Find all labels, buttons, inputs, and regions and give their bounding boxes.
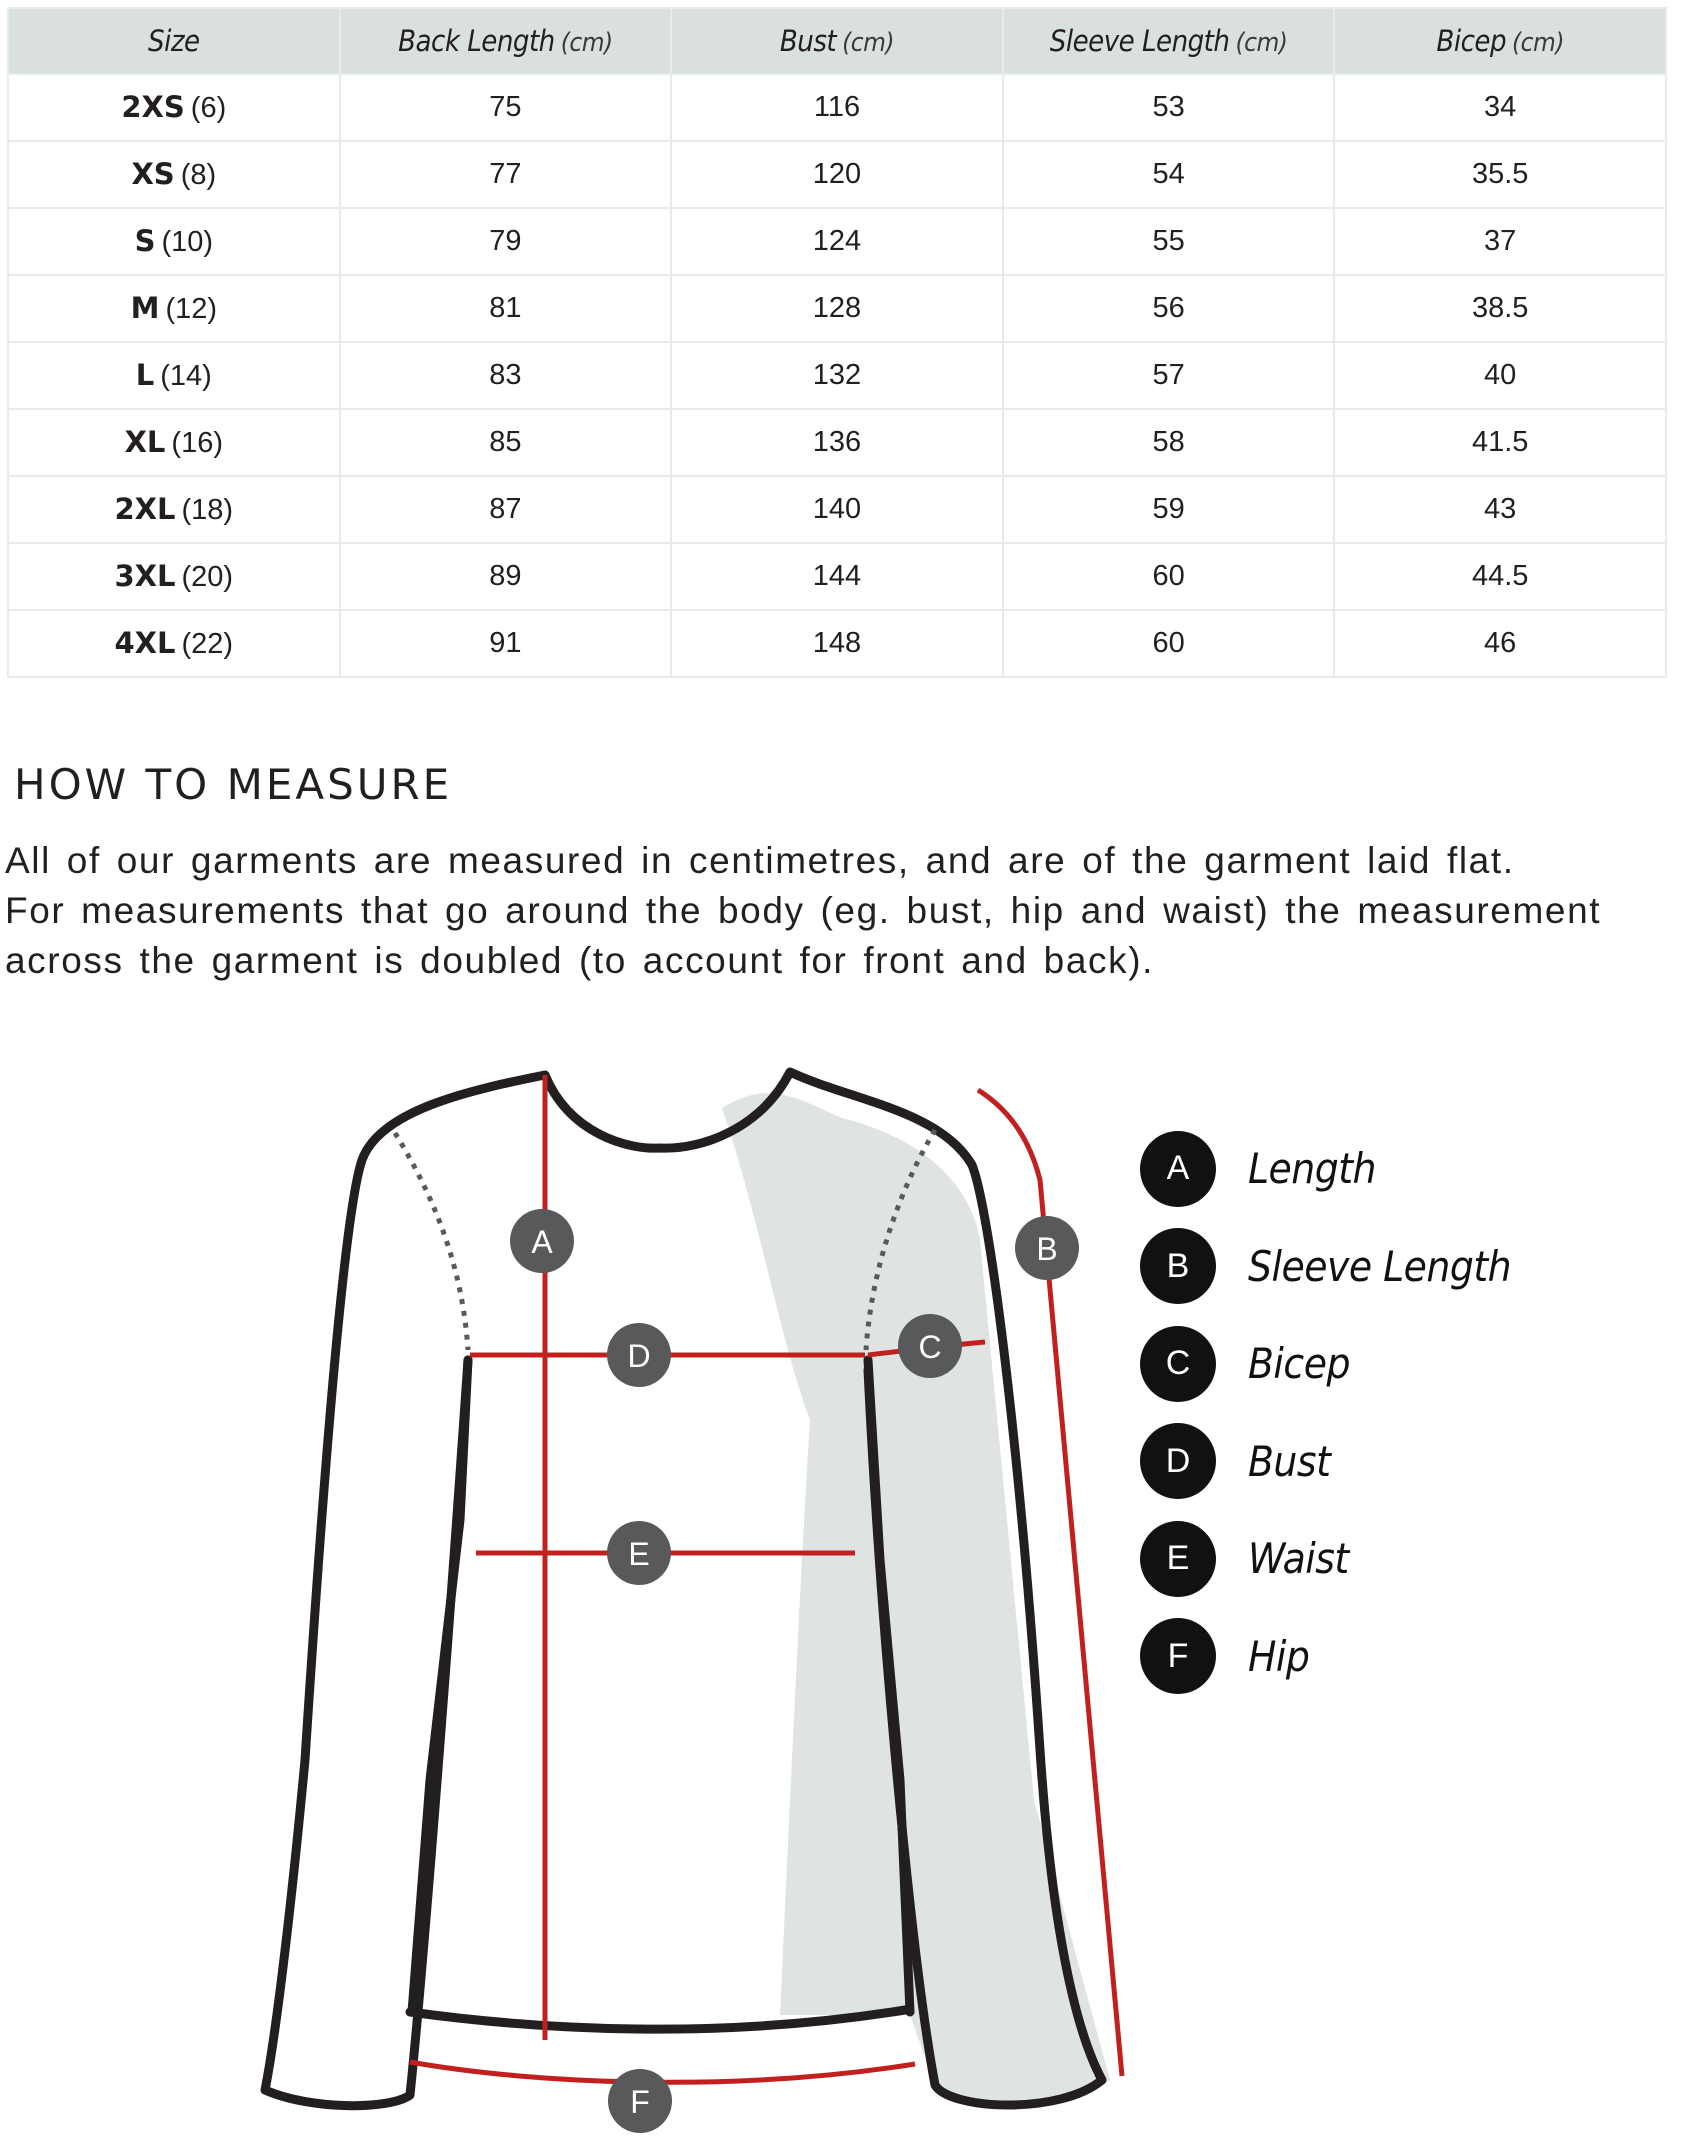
size-number: (6) (190, 92, 227, 124)
size-cell (8, 543, 340, 610)
table-row (8, 543, 1666, 610)
bicep-cell: 44.5 (1334, 543, 1666, 610)
size-cell (8, 74, 340, 141)
bust-cell: 132 (671, 342, 1003, 409)
legend-label: Hip (1248, 1631, 1310, 1681)
legend-badge: E (1140, 1521, 1216, 1597)
column-header-unit: (cm) (1235, 28, 1288, 58)
bust-cell: 128 (671, 275, 1003, 342)
column-header (340, 8, 672, 74)
sleeve-length-cell: 60 (1003, 610, 1335, 677)
legend-badge: A (1140, 1131, 1216, 1207)
bust-cell: 116 (671, 74, 1003, 141)
bust-cell: 148 (671, 610, 1003, 677)
size-code: 4XL (114, 626, 176, 660)
instruction-line: All of our garments are measured in centimetres, and are of the garment laid flat. (5, 840, 1515, 881)
marker-b (1015, 1216, 1079, 1280)
table-row (8, 409, 1666, 476)
bicep-cell: 38.5 (1334, 275, 1666, 342)
bicep-cell: 34 (1334, 74, 1666, 141)
measure-instructions (5, 836, 1683, 986)
header-row (8, 8, 1666, 74)
legend-item (1140, 1218, 1660, 1316)
column-header-unit: (cm) (842, 28, 895, 58)
sleeve-length-cell: 60 (1003, 543, 1335, 610)
size-number: (22) (181, 628, 234, 660)
size-cell (8, 275, 340, 342)
column-header-label: Size (148, 24, 200, 58)
legend-label: Bust (1248, 1436, 1331, 1486)
back-length-cell: 87 (340, 476, 672, 543)
size-number: (8) (180, 159, 217, 191)
column-header-label: Bicep (1436, 24, 1507, 58)
column-header-label: Sleeve Length (1049, 24, 1230, 58)
size-cell (8, 342, 340, 409)
sleeve-length-cell: 56 (1003, 275, 1335, 342)
back-length-cell: 85 (340, 409, 672, 476)
size-code: XL (124, 425, 166, 459)
size-cell (8, 610, 340, 677)
back-length-cell: 81 (340, 275, 672, 342)
svg-text:B: B (1036, 1231, 1058, 1267)
size-number: (16) (171, 427, 223, 459)
garment-outline (412, 1360, 468, 2012)
size-code: XS (131, 157, 175, 191)
shoulder-seam (395, 1133, 468, 1350)
sleeve-length-cell: 54 (1003, 141, 1335, 208)
svg-text:C: C (918, 1329, 942, 1365)
sleeve-length-cell: 55 (1003, 208, 1335, 275)
marker-f (608, 2069, 672, 2133)
svg-text:E: E (628, 1536, 650, 1572)
svg-text:D: D (627, 1338, 651, 1374)
column-header-label: Bust (779, 24, 837, 58)
bust-cell: 140 (671, 476, 1003, 543)
marker-e (607, 1521, 671, 1585)
section-title: HOW TO MEASURE (14, 760, 453, 809)
legend-label: Bicep (1248, 1339, 1350, 1389)
table-row (8, 275, 1666, 342)
bicep-cell: 35.5 (1334, 141, 1666, 208)
size-cell (8, 208, 340, 275)
column-header (8, 8, 340, 74)
column-header-label: Back Length (398, 24, 555, 58)
size-number: (20) (181, 561, 234, 593)
marker-d (607, 1323, 671, 1387)
size-chart-table (7, 7, 1667, 678)
back-length-cell: 79 (340, 208, 672, 275)
size-code: L (135, 358, 155, 392)
column-header (1003, 8, 1335, 74)
size-code: 2XL (114, 492, 176, 526)
table-row (8, 476, 1666, 543)
back-length-cell: 75 (340, 74, 672, 141)
sleeve-length-cell: 57 (1003, 342, 1335, 409)
legend-label: Length (1248, 1144, 1377, 1194)
svg-text:A: A (531, 1224, 553, 1260)
bust-cell: 144 (671, 543, 1003, 610)
svg-text:F: F (630, 2084, 650, 2120)
back-length-cell: 89 (340, 543, 672, 610)
legend-item (1140, 1120, 1660, 1218)
table-row (8, 74, 1666, 141)
legend-item (1140, 1608, 1660, 1706)
measurement-legend (1140, 1120, 1660, 1705)
back-length-cell: 83 (340, 342, 672, 409)
sleeve-length-cell: 58 (1003, 409, 1335, 476)
legend-badge: F (1140, 1618, 1216, 1694)
bicep-cell: 40 (1334, 342, 1666, 409)
legend-item (1140, 1315, 1660, 1413)
legend-badge: C (1140, 1326, 1216, 1402)
instruction-line: across the garment is doubled (to account for front and back). (5, 940, 1155, 981)
size-number: (18) (181, 494, 234, 526)
legend-label: Waist (1248, 1534, 1349, 1584)
legend-item (1140, 1413, 1660, 1511)
column-header-unit: (cm) (1512, 28, 1564, 58)
back-length-cell: 77 (340, 141, 672, 208)
bust-cell: 136 (671, 409, 1003, 476)
sleeve-length-cell: 59 (1003, 476, 1335, 543)
table-row (8, 342, 1666, 409)
instruction-line: For measurements that go around the body (eg. bust, hip and waist) the measurement (5, 890, 1602, 931)
size-number: (14) (160, 360, 212, 392)
bicep-cell: 43 (1334, 476, 1666, 543)
table-row (8, 610, 1666, 677)
sleeve-length-cell: 53 (1003, 74, 1335, 141)
legend-item (1140, 1510, 1660, 1608)
size-cell (8, 141, 340, 208)
marker-a (510, 1209, 574, 1273)
column-header (671, 8, 1003, 74)
size-code: S (134, 224, 156, 258)
size-number: (12) (165, 293, 218, 325)
size-cell (8, 476, 340, 543)
size-code: 2XS (121, 90, 185, 124)
legend-label: Sleeve Length (1248, 1241, 1512, 1291)
table-row (8, 208, 1666, 275)
size-code: 3XL (114, 559, 176, 593)
column-header (1334, 8, 1666, 74)
size-number: (10) (161, 226, 214, 258)
legend-badge: D (1140, 1423, 1216, 1499)
back-length-cell: 91 (340, 610, 672, 677)
garment-outline (265, 1075, 545, 2106)
column-header-unit: (cm) (560, 28, 613, 58)
size-chart-body (8, 74, 1666, 677)
legend-badge: B (1140, 1228, 1216, 1304)
size-cell (8, 409, 340, 476)
bicep-cell: 37 (1334, 208, 1666, 275)
size-code: M (130, 291, 160, 325)
bicep-cell: 46 (1334, 610, 1666, 677)
bust-cell: 124 (671, 208, 1003, 275)
bust-cell: 120 (671, 141, 1003, 208)
size-chart-header (8, 8, 1666, 74)
table-row (8, 141, 1666, 208)
marker-c (898, 1314, 962, 1378)
bicep-cell: 41.5 (1334, 409, 1666, 476)
